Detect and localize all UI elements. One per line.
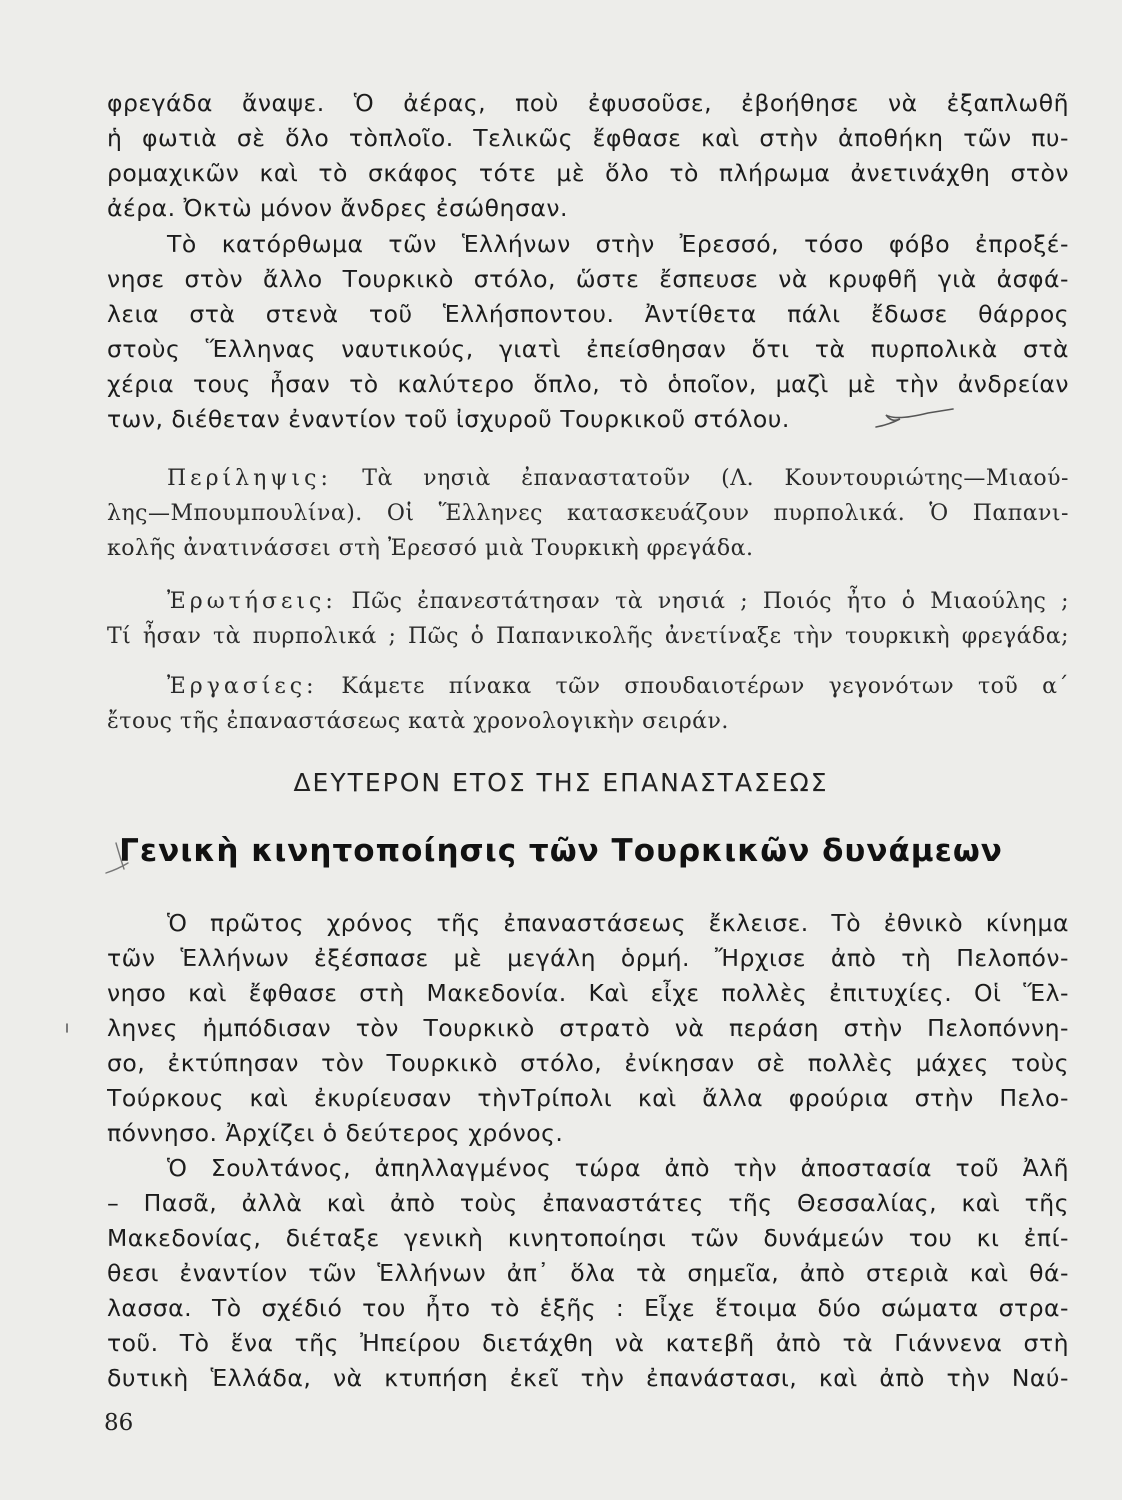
summary-line: κολῆς ἀνατινάσσει στὴ Ἐρεσσό μιὰ Τουρκικὴ φρεγάδα.	[107, 536, 754, 561]
questions-first-line	[107, 585, 1069, 619]
paragraph-4-line: – Πασᾶ, ἀλλὰ καὶ ἀπὸ τοὺς ἐπαναστάτες τῆς Θεσσαλίας, καὶ τῆς	[107, 1189, 1069, 1217]
page-number: 86	[104, 1410, 134, 1436]
section-title: ΔΕΥΤΕΡΟΝ ΕΤΟΣ ΤΗΣ ΕΠΑΝΑΣΤΑΣΕΩΣ	[293, 768, 829, 797]
tasks-line: ἔτους τῆς ἐπαναστάσεως κατὰ χρονολογικὴν σειράν.	[107, 709, 729, 734]
paragraph-1-line: ἀέρα. Ὀκτὼ μόνον ἄνδρες ἐσώθησαν.	[107, 194, 568, 222]
questions-text: Πῶς ἐπανεστάτησαν τὰ νησιά ; Ποιός ἦτο ὁ Μιαούλης ;	[351, 589, 1069, 614]
paragraph-4-line: τοῦ. Τὸ ἕνα τῆς Ἠπείρου διετάχθη νὰ κατεβῆ ἀπὸ τὰ Γιάννενα στὴ	[107, 1329, 1069, 1357]
paragraph-2-line: λεια στὰ στενὰ τοῦ Ἑλλήσποντου. Ἀντίθετα πάλι ἔδωσε θάρρος	[107, 300, 1069, 328]
summary-first-line	[107, 462, 1069, 496]
paragraph-3-line: πόννησο. Ἀρχίζει ὁ δεύτερος χρόνος.	[107, 1119, 564, 1147]
paragraph-4-line: Ὁ Σουλτάνος, ἀπηλλαγμένος τώρα ἀπὸ τὴν ἀποστασία τοῦ Ἀλῆ	[167, 1154, 1069, 1182]
chapter-title: Γενικὴ κινητοποίησις τῶν Τουρκικῶν δυνάμεων	[119, 833, 1003, 869]
tasks-label: Ἐργασίες:	[167, 674, 318, 699]
paragraph-2-line: των, διέθεταν ἐναντίον τοῦ ἰσχυροῦ Τουρκικοῦ στόλου.	[107, 405, 790, 433]
paragraph-2-line: νησε στὸν ἄλλο Τουρκικὸ στόλο, ὥστε ἔσπευσε νὰ κρυφθῆ γιὰ ἀσφά-	[107, 265, 1069, 293]
paragraph-3-line: ληνες ἠμπόδισαν τὸν Τουρκικὸ στρατὸ νὰ περάση στὴν Πελοπόννη-	[107, 1014, 1069, 1042]
paragraph-4-line: θεσι ἐναντίον τῶν Ἑλλήνων ἀπ᾿ ὅλα τὰ σημεῖα, ἀπὸ στεριὰ καὶ θά-	[107, 1259, 1069, 1287]
paragraph-2-line: Τὸ κατόρθωμα τῶν Ἑλλήνων στὴν Ἐρεσσό, τόσο φόβο ἐπροξέ-	[167, 230, 1069, 258]
paragraph-3-line: νησο καὶ ἔφθασε στὴ Μακεδονία. Καὶ εἶχε πολλὲς ἐπιτυχίες. Οἱ Ἕλ-	[107, 979, 1069, 1007]
paragraph-3-line: Ὁ πρῶτος χρόνος τῆς ἐπαναστάσεως ἔκλεισε. Τὸ ἐθνικὸ κίνημα	[167, 909, 1069, 937]
summary-label: Περίληψις:	[167, 466, 332, 491]
paragraph-1-line: ἡ φωτιὰ σὲ ὅλο τὸπλοῖο. Τελικῶς ἔφθασε καὶ στὴν ἀποθήκη τῶν πυ-	[107, 124, 1069, 152]
summary-line: λης—Μπουμπουλίνα). Οἱ Ἕλληνες κατασκευάζουν πυρπολικά. Ὁ Παπανι-	[107, 501, 1069, 526]
paragraph-3-line: σο, ἐκτύπησαν τὸν Τουρκικὸ στόλο, ἐνίκησαν σὲ πολλὲς μάχες τοὺς	[107, 1049, 1069, 1077]
paragraph-4-line: δυτικὴ Ἑλλάδα, νὰ κτυπήση ἐκεῖ τὴν ἐπανάστασι, καὶ ἀπὸ τὴν Ναύ-	[107, 1364, 1069, 1392]
paragraph-4-line: λασσα. Τὸ σχέδιό του ἦτο τὸ ἑξῆς : Εἶχε ἕτοιμα δύο σώματα στρα-	[107, 1294, 1069, 1322]
paragraph-3-line: Τούρκους καὶ ἐκυρίευσαν τὴνΤρίπολι καὶ ἄλλα φρούρια στὴν Πελο-	[107, 1084, 1069, 1112]
margin-tick-icon	[62, 1022, 72, 1036]
questions-label: Ἐρωτήσεις:	[167, 589, 337, 614]
paragraph-1-line: ρομαχικῶν καὶ τὸ σκάφος τότε μὲ ὅλο τὸ πλήρωμα ἀνετινάχθη στὸν	[107, 159, 1069, 187]
summary-text: Τὰ νησιὰ ἐπαναστατοῦν (Λ. Κουντουριώτης—Μιαού-	[362, 466, 1069, 491]
paragraph-1-line: φρεγάδα ἄναψε. Ὁ ἀέρας, ποὺ ἐφυσοῦσε, ἐβοήθησε νὰ ἐξαπλωθῆ	[107, 89, 1069, 117]
questions-line: Τί ἦσαν τὰ πυρπολικά ; Πῶς ὁ Παπανικολῆς ἀνετίναξε τὴν τουρκικὴ φρεγάδα;	[107, 624, 1069, 649]
paragraph-3-line: τῶν Ἑλλήνων ἐξέσπασε μὲ μεγάλη ὁρμή. Ἤρχισε ἀπὸ τὴ Πελοπόν-	[107, 944, 1069, 972]
paragraph-2-line: στοὺς Ἕλληνας ναυτικούς, γιατὶ ἐπείσθησαν ὅτι τὰ πυρπολικὰ στὰ	[107, 335, 1069, 363]
paragraph-4-line: Μακεδονίας, διέταξε γενικὴ κινητοποίησι τῶν δυνάμεών του κι ἐπί-	[107, 1224, 1069, 1252]
paragraph-2-line: χέρια τους ἦσαν τὸ καλύτερο ὅπλο, τὸ ὁποῖον, μαζὶ μὲ τὴν ἀνδρείαν	[107, 370, 1069, 398]
pencil-checkmark-icon	[868, 395, 958, 435]
tasks-text: Κάμετε πίνακα τῶν σπουδαιοτέρων γεγονότων τοῦ α΄	[341, 674, 1069, 699]
tasks-first-line	[107, 670, 1069, 704]
